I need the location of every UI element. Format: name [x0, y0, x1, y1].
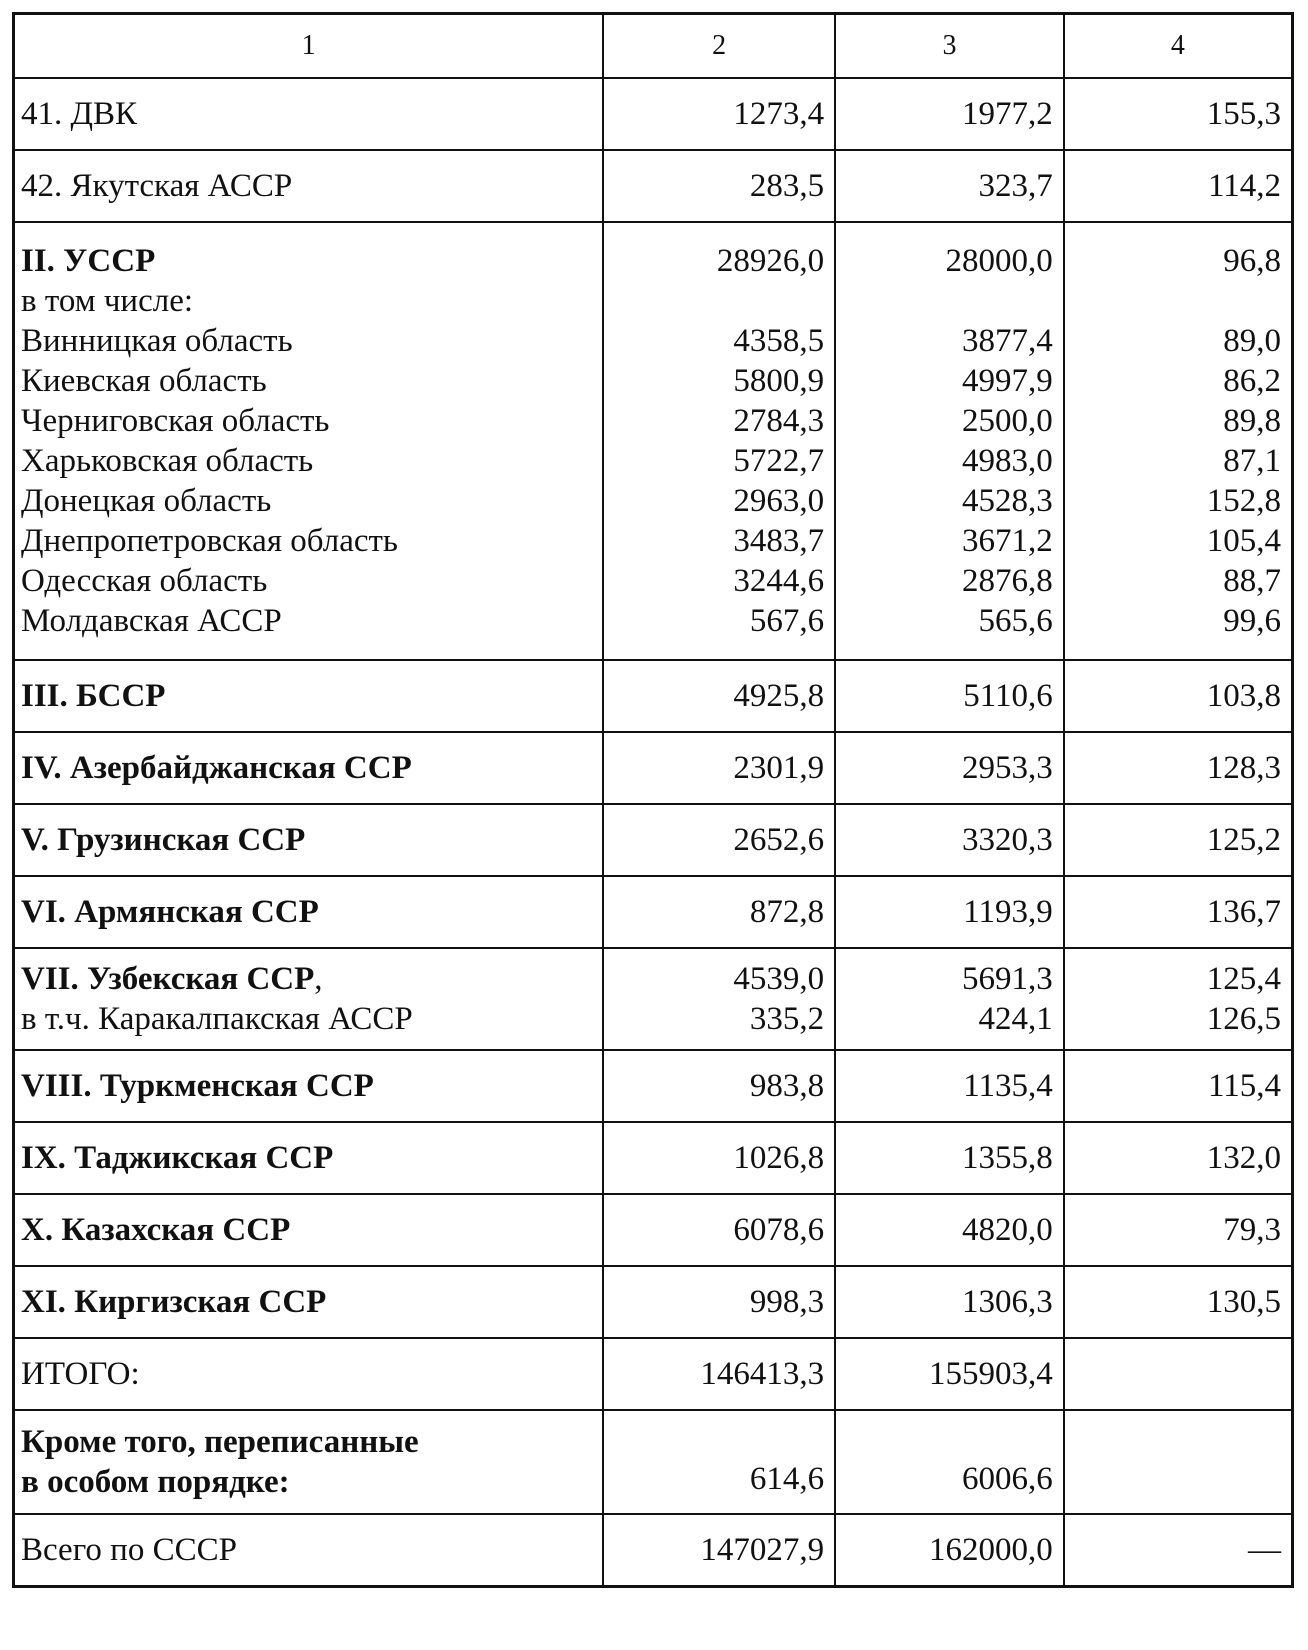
row-value-col2: 983,8 [603, 1050, 835, 1122]
value: 105,4 [1206, 523, 1281, 559]
group-values-col3 [835, 222, 1064, 660]
row-name: 41. ДВК [14, 78, 604, 150]
value: 4539,0 [733, 961, 825, 997]
value: 4983,0 [962, 443, 1053, 479]
row-value-col4: 136,7 [1064, 876, 1293, 948]
table-row [14, 876, 1293, 948]
sub-item-name: Черниговская область [21, 403, 330, 439]
row-name: XI. Киргизская ССР [14, 1266, 604, 1338]
row-name: IV. Азербайджанская ССР [14, 732, 604, 804]
value: 424,1 [978, 1001, 1053, 1037]
row-value-col2: 1273,4 [603, 78, 835, 150]
row-value-col3: 1355,8 [835, 1122, 1064, 1194]
spacer [1075, 281, 1281, 321]
group-values-col4 [1064, 948, 1293, 1050]
value: 87,1 [1223, 443, 1281, 479]
sub-item-name: Донецкая область [21, 483, 272, 519]
table-row-total-subtotal [14, 1338, 1293, 1410]
group-title-comma: , [314, 961, 323, 997]
sub-item-name: Одесская область [21, 563, 268, 599]
row-value-col4: 125,2 [1064, 804, 1293, 876]
spacer [846, 281, 1053, 321]
value: 2876,8 [962, 563, 1053, 599]
row-name: X. Казахская ССР [14, 1194, 604, 1266]
row-name: Всего по СССР [14, 1514, 604, 1587]
value: 2963,0 [733, 483, 825, 519]
row-value-col3: 6006,6 [835, 1410, 1064, 1514]
statistics-table [12, 12, 1294, 1588]
table-row [14, 150, 1293, 222]
row-value-col3: 5110,6 [835, 660, 1064, 732]
row-value-col2: 283,5 [603, 150, 835, 222]
row-name-group [14, 1410, 604, 1514]
value: 2784,3 [733, 403, 825, 439]
value: 86,2 [1223, 363, 1281, 399]
value: 126,5 [1206, 1001, 1281, 1037]
value: 3483,7 [733, 523, 825, 559]
row-value-col2: 614,6 [603, 1410, 835, 1514]
table-row [14, 1266, 1293, 1338]
header-col-3: 3 [835, 14, 1064, 79]
row-value-col3: 1193,9 [835, 876, 1064, 948]
row-name: V. Грузинская ССР [14, 804, 604, 876]
value: 567,6 [749, 603, 825, 639]
row-value-col2: 872,8 [603, 876, 835, 948]
value: 3244,6 [733, 563, 825, 599]
special-line-1: Кроме того, переписанные [21, 1424, 419, 1460]
value: 5722,7 [733, 443, 825, 479]
group-values-col2 [603, 948, 835, 1050]
sub-item-name: Харьковская область [21, 443, 314, 479]
value: 99,6 [1223, 603, 1281, 639]
value: 5691,3 [962, 961, 1053, 997]
row-value-col2: 4925,8 [603, 660, 835, 732]
value: 96,8 [1223, 243, 1281, 279]
row-value-col3: 1977,2 [835, 78, 1064, 150]
table-row [14, 804, 1293, 876]
value: 89,8 [1223, 403, 1281, 439]
table-row-uzbek [14, 948, 1293, 1050]
row-value-col3: 323,7 [835, 150, 1064, 222]
row-name: 42. Якутская АССР [14, 150, 604, 222]
row-name: VIII. Туркменская ССР [14, 1050, 604, 1122]
row-value-col3: 1135,4 [835, 1050, 1064, 1122]
value: 4358,5 [733, 323, 825, 359]
row-value-col3: 162000,0 [835, 1514, 1064, 1587]
header-row [14, 14, 1293, 79]
row-value-col4: 79,3 [1064, 1194, 1293, 1266]
row-value-col2: 147027,9 [603, 1514, 835, 1587]
spacer [614, 281, 824, 321]
row-name: VI. Армянская ССР [14, 876, 604, 948]
value: 3877,4 [962, 323, 1053, 359]
group-values-col3 [835, 948, 1064, 1050]
sub-item-name: Молдавская АССР [21, 603, 282, 639]
header-col-1: 1 [14, 14, 604, 79]
value: 565,6 [978, 603, 1053, 639]
value: 89,0 [1223, 323, 1281, 359]
row-value-col3: 155903,4 [835, 1338, 1064, 1410]
special-line-2: в особом порядке: [21, 1464, 290, 1500]
row-name: III. БССР [14, 660, 604, 732]
row-name: IX. Таджикская ССР [14, 1122, 604, 1194]
row-value-col2: 2301,9 [603, 732, 835, 804]
row-value-col3: 3320,3 [835, 804, 1064, 876]
value: 4528,3 [962, 483, 1053, 519]
sub-item-name: Винницкая область [21, 323, 293, 359]
row-value-col4 [1064, 1338, 1293, 1410]
row-value-col2: 1026,8 [603, 1122, 835, 1194]
row-value-col2: 6078,6 [603, 1194, 835, 1266]
group-title [21, 959, 592, 999]
sub-item-name: в т.ч. Каракалпакская АССР [21, 1001, 413, 1037]
table-row [14, 78, 1293, 150]
header-col-4: 4 [1064, 14, 1293, 79]
row-value-col4: 114,2 [1064, 150, 1293, 222]
value: 2500,0 [962, 403, 1053, 439]
row-value-col2: 146413,3 [603, 1338, 835, 1410]
group-title-text: VII. Узбекская ССР [21, 961, 315, 997]
group-values-col2 [603, 222, 835, 660]
row-value-col4: 103,8 [1064, 660, 1293, 732]
group-values-col4 [1064, 222, 1293, 660]
group-title: II. УССР [21, 243, 156, 279]
row-value-col2: 2652,6 [603, 804, 835, 876]
row-value-col4: — [1064, 1514, 1293, 1587]
value: 125,4 [1206, 961, 1281, 997]
row-value-col4: 115,4 [1064, 1050, 1293, 1122]
group-subheading: в том числе: [21, 283, 194, 319]
row-value-col3: 1306,3 [835, 1266, 1064, 1338]
row-value-col3: 4820,0 [835, 1194, 1064, 1266]
row-value-col2: 998,3 [603, 1266, 835, 1338]
table-row-grand-total [14, 1514, 1293, 1587]
table-row [14, 1122, 1293, 1194]
value: 152,8 [1206, 483, 1281, 519]
table-row [14, 732, 1293, 804]
row-name-group [14, 948, 604, 1050]
table-row [14, 660, 1293, 732]
sub-item-name: Днепропетровская область [21, 523, 398, 559]
value: 28926,0 [716, 243, 825, 279]
row-value-col4: 132,0 [1064, 1122, 1293, 1194]
row-value-col4: 155,3 [1064, 78, 1293, 150]
table-row [14, 1194, 1293, 1266]
value: 88,7 [1223, 563, 1281, 599]
row-value-col4 [1064, 1410, 1293, 1514]
row-name: ИТОГО: [14, 1338, 604, 1410]
sub-item-name: Киевская область [21, 363, 267, 399]
row-value-col4: 130,5 [1064, 1266, 1293, 1338]
table-row [14, 1050, 1293, 1122]
table-row-special [14, 1410, 1293, 1514]
row-value-col3: 2953,3 [835, 732, 1064, 804]
table-row-ussr [14, 222, 1293, 660]
value: 28000,0 [945, 243, 1053, 279]
row-name-group [14, 222, 604, 660]
header-col-2: 2 [603, 14, 835, 79]
value: 4997,9 [962, 363, 1053, 399]
value: 3671,2 [962, 523, 1053, 559]
row-value-col4: 128,3 [1064, 732, 1293, 804]
value: 335,2 [749, 1001, 825, 1037]
value: 5800,9 [733, 363, 825, 399]
